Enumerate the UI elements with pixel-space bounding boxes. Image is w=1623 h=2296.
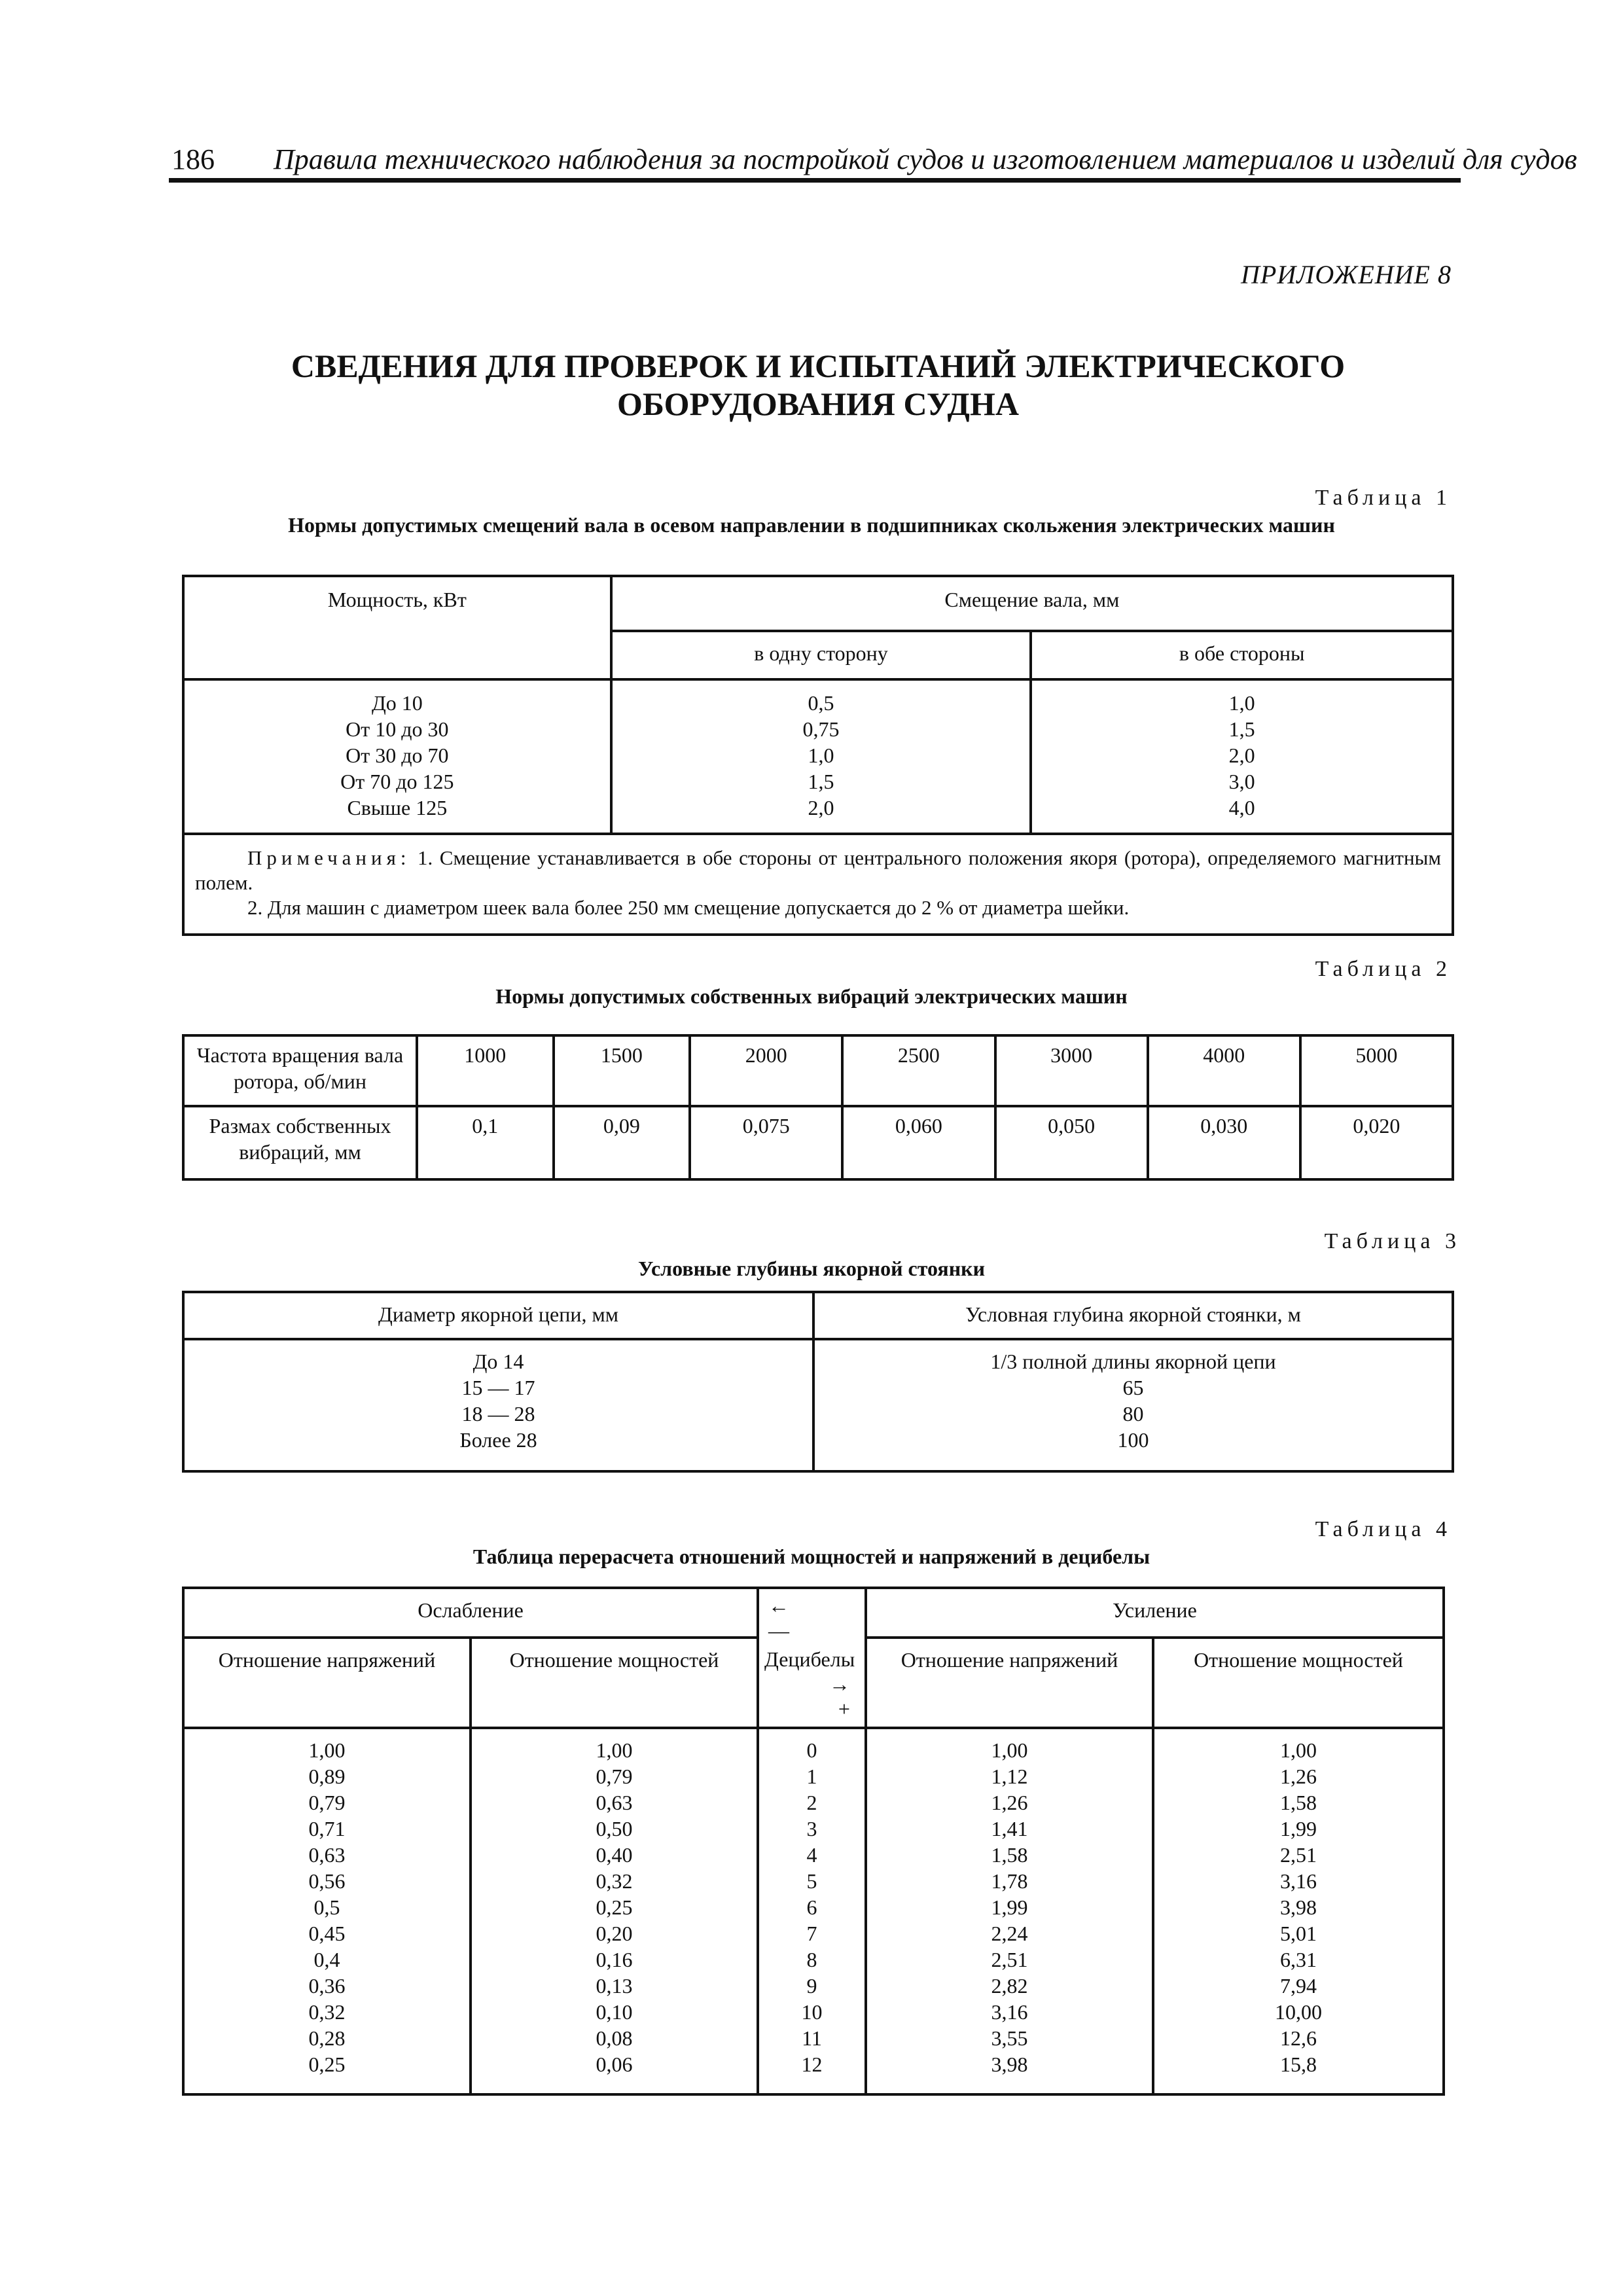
table-cell-line: 1,5 <box>808 770 834 793</box>
table-cell-line: 2 <box>806 1791 817 1814</box>
table-cell-line: 1,26 <box>991 1791 1028 1814</box>
table4-gain-header: Усиление <box>866 1588 1444 1638</box>
table-cell-line: 11 <box>802 2026 822 2050</box>
table-cell-line: От 30 до 70 <box>346 744 449 767</box>
arrow-left-icon: ← <box>768 1594 789 1617</box>
table-cell-line: 1/3 полной длины якорной цепи <box>990 1350 1276 1373</box>
table-cell-line: 1,00 <box>308 1738 346 1762</box>
table2-speed: 1000 <box>417 1035 554 1106</box>
running-title: Правила технического наблюдения за постройкой судов и изготовлением материалов и изделий для судов <box>274 143 1577 175</box>
table-cell-line: 100 <box>1117 1428 1149 1452</box>
table4-db-header <box>758 1588 866 1728</box>
table-cell-line: 0,63 <box>596 1791 633 1814</box>
table-cell-line: 12 <box>801 2053 823 2076</box>
appendix-label: ПРИЛОЖЕНИЕ 8 <box>1241 260 1452 289</box>
table4-gain-voltage-col <box>866 1728 1153 2094</box>
table4-gain-power-header: Отношение мощностей <box>1153 1638 1444 1728</box>
table-cell-line: От 70 до 125 <box>340 770 454 793</box>
table-cell-line: 1 <box>806 1765 817 1788</box>
table2-speed-header <box>183 1035 417 1106</box>
table1-both-sides-cell <box>1031 679 1453 834</box>
table2-speed: 2000 <box>690 1035 842 1106</box>
table-cell-line: 1,41 <box>991 1817 1028 1840</box>
table-cell-line: 1,99 <box>1279 1817 1317 1840</box>
table-cell-line: От 10 до 30 <box>346 717 449 741</box>
table-cell-line: 3,16 <box>991 2000 1028 2024</box>
table-cell-line: 15 — 17 <box>461 1376 535 1399</box>
table-cell-line: 2,0 <box>808 796 834 819</box>
table-cell-line: 1,5 <box>1228 717 1255 741</box>
table-cell-line: 10 <box>801 2000 823 2024</box>
table-cell-line: 0,5 <box>808 691 834 715</box>
table3 <box>182 1291 1454 1473</box>
table-cell-line: 0,32 <box>596 1869 633 1893</box>
table1-one-side-cell <box>611 679 1031 834</box>
db-label: Децибелы <box>764 1647 855 1671</box>
table-cell-line: Свыше 125 <box>347 796 448 819</box>
table2 <box>182 1034 1454 1181</box>
notes-label: Примечания: <box>247 846 411 869</box>
table-cell-line: 1,78 <box>991 1869 1028 1893</box>
table-cell-line: 1,00 <box>1279 1738 1317 1762</box>
table4-label: Таблица 4 <box>1315 1517 1452 1541</box>
table1-power-cell <box>183 679 611 834</box>
table2-vibration: 0,060 <box>842 1106 995 1179</box>
table-cell-line: вибраций, мм <box>239 1140 361 1164</box>
table2-speed: 4000 <box>1148 1035 1300 1106</box>
table1-header-power: Мощность, кВт <box>183 576 611 679</box>
table-cell-line: 3,98 <box>1279 1895 1317 1919</box>
table1-notes <box>183 834 1453 935</box>
table1-header-shift: Смещение вала, мм <box>611 576 1453 631</box>
table-cell-line: 0,5 <box>313 1895 340 1919</box>
table-cell-line: 80 <box>1122 1402 1144 1426</box>
table2-vibration: 0,1 <box>417 1106 554 1179</box>
table-cell-line: 2,24 <box>991 1922 1028 1945</box>
table4 <box>182 1587 1445 2096</box>
table-cell-line: ротора, об/мин <box>233 1069 366 1093</box>
table2-caption: Нормы допустимых собственных вибраций электрических машин <box>495 984 1128 1008</box>
table-cell-line: 0,79 <box>596 1765 633 1788</box>
table-cell-line: 0,36 <box>308 1974 346 1998</box>
table-cell-line: 18 — 28 <box>461 1402 535 1426</box>
table-cell-line: 0,56 <box>308 1869 346 1893</box>
table-cell-line: 6 <box>806 1895 817 1919</box>
table4-db-col <box>758 1728 866 2094</box>
table-cell-line: 2,82 <box>991 1974 1028 1998</box>
table-cell-line: 3,16 <box>1279 1869 1317 1893</box>
table-cell-line: 4,0 <box>1228 796 1255 819</box>
table4-att-power-header: Отношение мощностей <box>471 1638 758 1728</box>
table4-att-voltage-col <box>183 1728 471 2094</box>
plus-sign: + <box>838 1697 850 1721</box>
table-cell-line: 5,01 <box>1279 1922 1317 1945</box>
table-cell-line: 3,0 <box>1228 770 1255 793</box>
table-cell-line: 3 <box>806 1817 817 1840</box>
main-title-line: ОБОРУДОВАНИЯ СУДНА <box>617 386 1019 422</box>
table-cell-line: До 14 <box>473 1350 524 1373</box>
table2-vibration-header <box>183 1106 417 1179</box>
table-cell-line: 0,13 <box>596 1974 633 1998</box>
table-cell-line: 15,8 <box>1279 2053 1317 2076</box>
table-cell-line: 2,51 <box>991 1948 1028 1971</box>
table4-attenuation-header: Ослабление <box>183 1588 758 1638</box>
table-cell-line: 1,0 <box>808 744 834 767</box>
table2-speed: 3000 <box>995 1035 1148 1106</box>
table-cell-line: 3,98 <box>991 2053 1028 2076</box>
table-cell-line: 7 <box>806 1922 817 1945</box>
table1-label: Таблица 1 <box>1315 486 1452 510</box>
table-cell-line: 8 <box>806 1948 817 1971</box>
table4-att-power-col <box>471 1728 758 2094</box>
table-cell-line: 1,58 <box>991 1843 1028 1867</box>
table-cell-line: 0,20 <box>596 1922 633 1945</box>
table-cell-line: 0,10 <box>596 2000 633 2024</box>
table2-speed: 1500 <box>554 1035 690 1106</box>
table2-speed: 2500 <box>842 1035 995 1106</box>
table-cell-line: 0,40 <box>596 1843 633 1867</box>
table2-speed: 5000 <box>1300 1035 1453 1106</box>
table-cell-line: 0,45 <box>308 1922 346 1945</box>
table-cell-line: 65 <box>1122 1376 1144 1399</box>
table-cell-line: 0,25 <box>596 1895 633 1919</box>
table-cell-line: Более 28 <box>459 1428 537 1452</box>
table-cell-line: 2,0 <box>1228 744 1255 767</box>
table-cell-line: 1,00 <box>991 1738 1028 1762</box>
table-cell-line: 1,00 <box>596 1738 633 1762</box>
table2-label: Таблица 2 <box>1315 957 1452 981</box>
table4-caption: Таблица перерасчета отношений мощностей и напряжений в децибелы <box>473 1545 1150 1568</box>
table-cell-line: До 10 <box>371 691 423 715</box>
table-cell-line: 0,32 <box>308 2000 346 2024</box>
table-cell-line: 0,63 <box>308 1843 346 1867</box>
table-cell-line: 0,50 <box>596 1817 633 1840</box>
table4-gain-voltage-header: Отношение напряжений <box>866 1638 1153 1728</box>
table-cell-line: 0,06 <box>596 2053 633 2076</box>
table1-caption: Нормы допустимых смещений вала в осевом направлении в подшипниках скольжения электрических машин <box>288 513 1335 537</box>
table2-vibration: 0,030 <box>1148 1106 1300 1179</box>
table3-header-depth: Условная глубина якорной стоянки, м <box>813 1292 1453 1339</box>
table-cell-line: 9 <box>806 1974 817 1998</box>
table2-vibration: 0,020 <box>1300 1106 1453 1179</box>
page-number: 186 <box>171 143 215 175</box>
table-cell-line: 7,94 <box>1279 1974 1317 1998</box>
table-cell-line: Частота вращения вала <box>196 1043 404 1067</box>
note-1: 1. Смещение устанавливается в обе стороны от центрального положения якоря (ротора), определяемого магнитным полем. <box>195 846 1441 894</box>
table-cell-line: 1,99 <box>991 1895 1028 1919</box>
table3-caption: Условные глубины якорной стоянки <box>637 1257 986 1280</box>
table3-diameter-cell <box>183 1339 813 1471</box>
table-cell-line: 0,28 <box>308 2026 346 2050</box>
table3-header-diameter: Диаметр якорной цепи, мм <box>183 1292 813 1339</box>
table-cell-line: 0,4 <box>313 1948 340 1971</box>
table-cell-line: 5 <box>806 1869 817 1893</box>
table3-label: Таблица 3 <box>1324 1229 1461 1253</box>
table-cell-line: 6,31 <box>1279 1948 1317 1971</box>
table-cell-line: 12,6 <box>1279 2026 1317 2050</box>
table-cell-line: 1,0 <box>1228 691 1255 715</box>
arrow-right-icon: → <box>829 1672 850 1696</box>
table-cell-line: 3,55 <box>991 2026 1028 2050</box>
main-title-line: СВЕДЕНИЯ ДЛЯ ПРОВЕРОК И ИСПЫТАНИЙ ЭЛЕКТРИЧЕСКОГО <box>291 348 1346 384</box>
table-cell-line: 0,75 <box>802 717 840 741</box>
table2-vibration: 0,075 <box>690 1106 842 1179</box>
table-cell-line: 0 <box>806 1738 817 1762</box>
table-cell-line: 2,51 <box>1279 1843 1317 1867</box>
table-cell-line: 0,25 <box>308 2053 346 2076</box>
table-cell-line: 1,12 <box>991 1765 1028 1788</box>
table-cell-line: Размах собственных <box>209 1114 391 1138</box>
table4-att-voltage-header: Отношение напряжений <box>183 1638 471 1728</box>
table1-header-one-side: в одну сторону <box>611 631 1031 679</box>
table-cell-line: 0,79 <box>308 1791 346 1814</box>
header-rule <box>169 178 1461 183</box>
table-cell-line: 4 <box>806 1843 817 1867</box>
table-cell-line: 1,58 <box>1279 1791 1317 1814</box>
table-cell-line: 0,89 <box>308 1765 346 1788</box>
table1-header-both-sides: в обе стороны <box>1031 631 1453 679</box>
table3-depth-cell <box>813 1339 1453 1471</box>
note-2: 2. Для машин с диаметром шеек вала более 250 мм смещение допускается до 2 % от диаметра шейки. <box>247 896 1130 919</box>
main-title <box>196 347 1440 423</box>
table1 <box>182 575 1454 936</box>
minus-sign: — <box>768 1619 789 1642</box>
table-cell-line: 1,26 <box>1279 1765 1317 1788</box>
table-cell-line: 10,00 <box>1274 2000 1322 2024</box>
table2-vibration: 0,050 <box>995 1106 1148 1179</box>
table-cell-line: 0,08 <box>596 2026 633 2050</box>
table2-vibration: 0,09 <box>554 1106 690 1179</box>
table-cell-line: 0,16 <box>596 1948 633 1971</box>
table4-gain-power-col <box>1153 1728 1444 2094</box>
table-cell-line: 0,71 <box>308 1817 346 1840</box>
